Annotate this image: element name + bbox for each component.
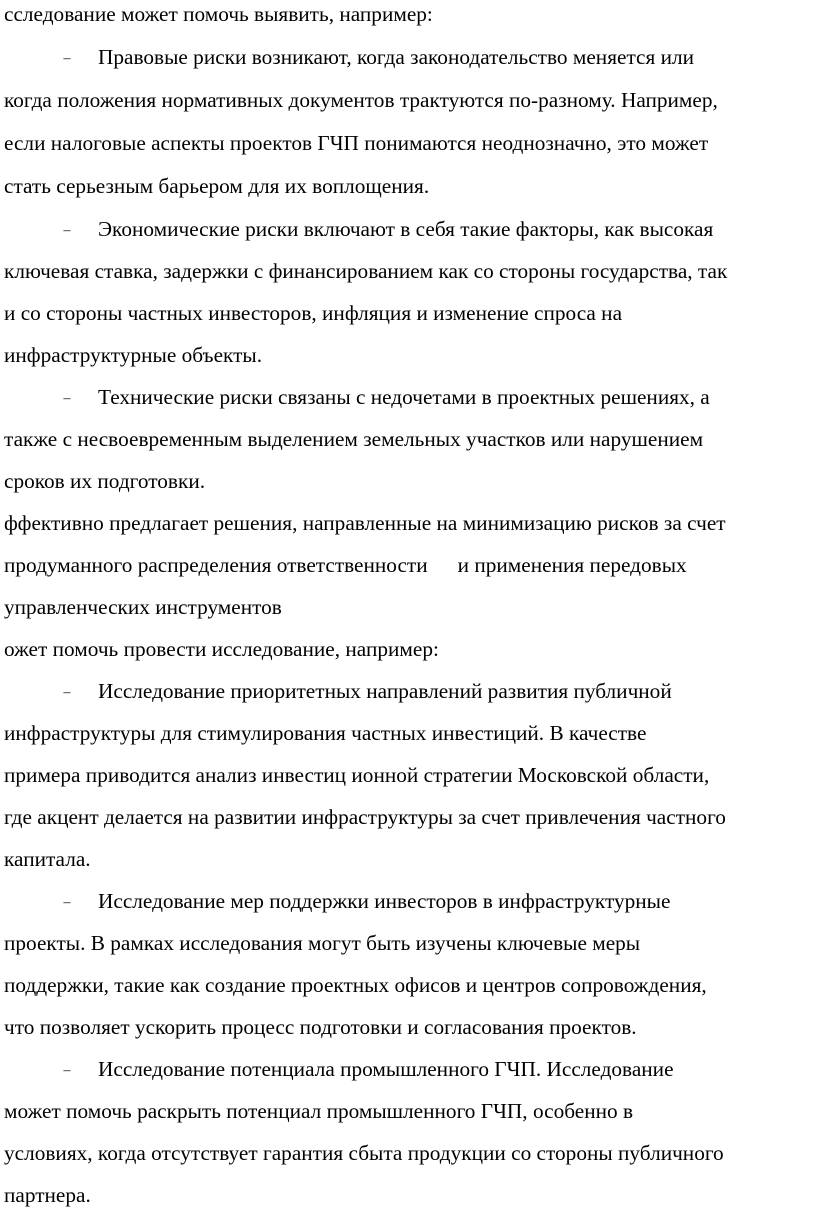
bullet-marker: –: [63, 391, 71, 406]
paragraph-line: Экономические риски включают в себя такие факторы, как высокая: [98, 217, 714, 241]
paragraph-line: Исследование потенциала промышленного ГЧП. Исследование: [98, 1057, 674, 1081]
paragraph-line: условиях, когда отсутствует гарантия сбыта продукции со стороны публичного: [4, 1141, 724, 1165]
paragraph-line: Исследование приоритетных направлений развития публичной: [98, 679, 672, 703]
paragraph-line: проекты. В рамках исследования могут быть изучены ключевые меры: [4, 931, 641, 955]
text-fragment: продуманного распределения ответственности: [4, 553, 428, 577]
intro-line: сследование может помочь выявить, например:: [4, 2, 433, 26]
paragraph-line: ффективно предлагает решения, направленные на минимизацию рисков за счет: [4, 511, 726, 535]
paragraph-line: стать серьезным барьером для их воплощения.: [4, 174, 430, 198]
paragraph-line: Правовые риски возникают, когда законодательство меняется или: [98, 45, 694, 69]
paragraph-line: Исследование мер поддержки инвесторов в инфраструктурные: [98, 889, 671, 913]
paragraph-line: поддержки, такие как создание проектных офисов и центров сопровождения,: [4, 973, 707, 997]
paragraph-line: что позволяет ускорить процесс подготовки и согласования проектов.: [4, 1015, 637, 1039]
paragraph-line: ожет помочь провести исследование, например:: [4, 637, 439, 661]
paragraph-line: если налоговые аспекты проектов ГЧП понимаются неоднозначно, это может: [4, 131, 709, 155]
paragraph-line: инфраструктурные объекты.: [4, 343, 263, 367]
paragraph-line: Технические риски связаны с недочетами в проектных решениях, а: [98, 385, 710, 409]
paragraph-line: [4, 552, 687, 578]
paragraph-line: может помочь раскрыть потенциал промышленного ГЧП, особенно в: [4, 1099, 634, 1123]
paragraph-line: сроков их подготовки.: [4, 469, 206, 493]
text-fragment: и применения передовых: [457, 553, 687, 577]
bullet-marker: –: [63, 1063, 71, 1078]
paragraph-line: инфраструктуры для стимулирования частных инвестиций. В качестве: [4, 721, 647, 745]
paragraph-line: когда положения нормативных документов трактуются по-разному. Например,: [4, 88, 718, 112]
bullet-marker: –: [63, 223, 71, 238]
paragraph-line: ключевая ставка, задержки с финансированием как со стороны государства, так: [4, 259, 728, 283]
paragraph-line: управленческих инструментов: [4, 595, 282, 619]
paragraph-line: капитала.: [4, 847, 91, 871]
paragraph-line: также с несвоевременным выделением земельных участков или нарушением: [4, 427, 704, 451]
paragraph-line: примера приводится анализ инвестиц ионной стратегии Московской области,: [4, 763, 710, 787]
bullet-marker: –: [63, 895, 71, 910]
paragraph-line: партнера.: [4, 1183, 91, 1207]
bullet-marker: –: [63, 51, 71, 66]
paragraph-line: и со стороны частных инвесторов, инфляция и изменение спроса на: [4, 301, 623, 325]
bullet-marker: –: [63, 685, 71, 700]
paragraph-line: где акцент делается на развитии инфраструктуры за счет привлечения частного: [4, 805, 726, 829]
